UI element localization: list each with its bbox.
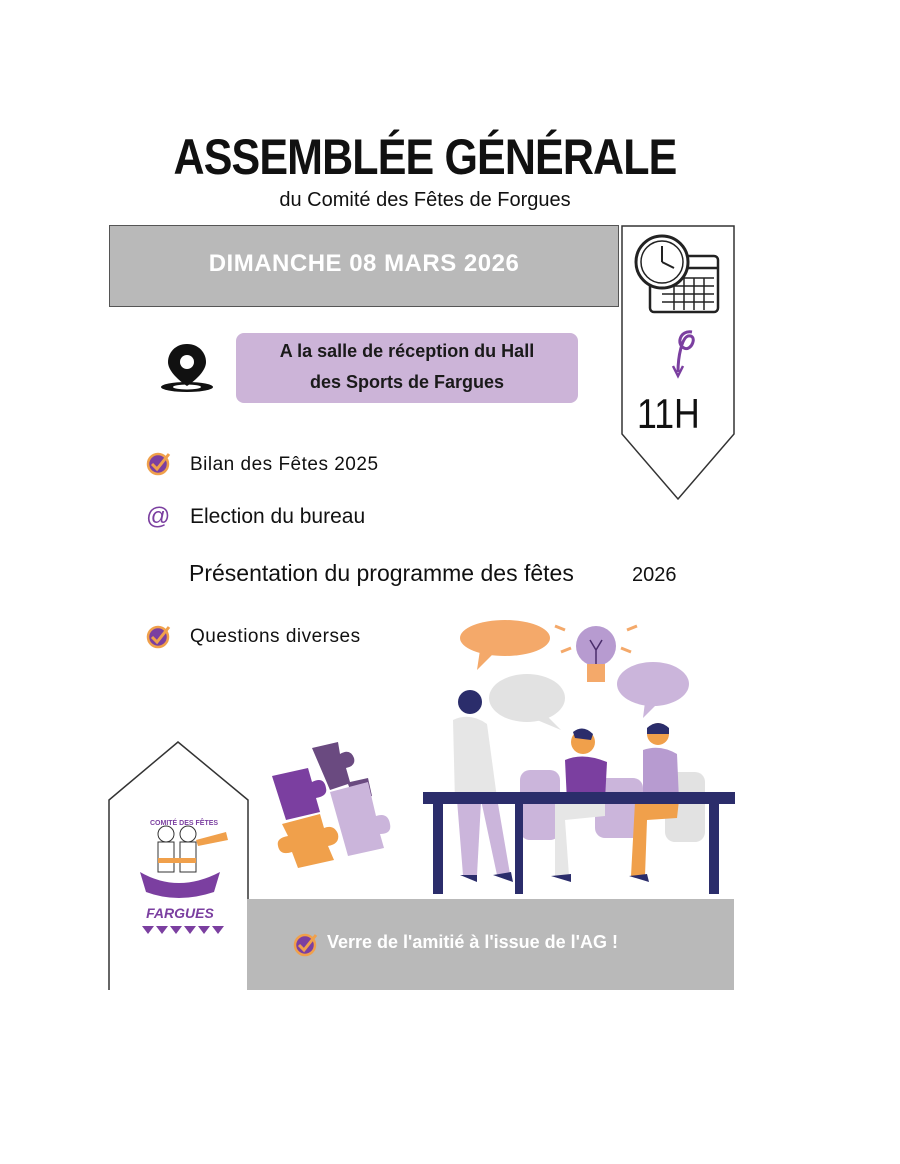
- agenda-item-4: Questions diverses: [190, 626, 361, 647]
- agenda-item-1: Bilan des Fêtes 2025: [190, 454, 379, 475]
- logo-name: FARGUES: [146, 905, 214, 921]
- time-flag: [620, 224, 738, 504]
- agenda-item-3-year: 2026: [632, 564, 677, 586]
- agenda-item-2: Election du bureau: [190, 505, 366, 528]
- agenda-item-3: Présentation du programme des fêtes: [189, 560, 574, 586]
- footer-text: Verre de l'amitié à l'issue de l'AG !: [327, 932, 618, 952]
- map-pin-icon: [159, 342, 215, 394]
- logo-flag: [108, 740, 250, 992]
- check-circle-icon: [146, 624, 172, 650]
- location-line-2: des Sports de Fargues: [309, 372, 505, 392]
- date-text: DIMANCHE 08 MARS 2026: [208, 250, 520, 277]
- location-line-1: A la salle de réception du Hall: [279, 341, 535, 361]
- check-circle-icon: [146, 451, 172, 477]
- check-circle-icon: [293, 932, 319, 958]
- at-sign-icon: @: [146, 503, 171, 530]
- page-title: ASSEMBLÉE GÉNÉRALE: [173, 129, 677, 185]
- meeting-hour: 11H: [637, 390, 700, 437]
- puzzle-illustration: [268, 738, 406, 888]
- page-subtitle: du Comité des Fêtes de Forgues: [279, 189, 571, 211]
- logo-top-text: COMITÉ DES FÊTES: [150, 820, 219, 827]
